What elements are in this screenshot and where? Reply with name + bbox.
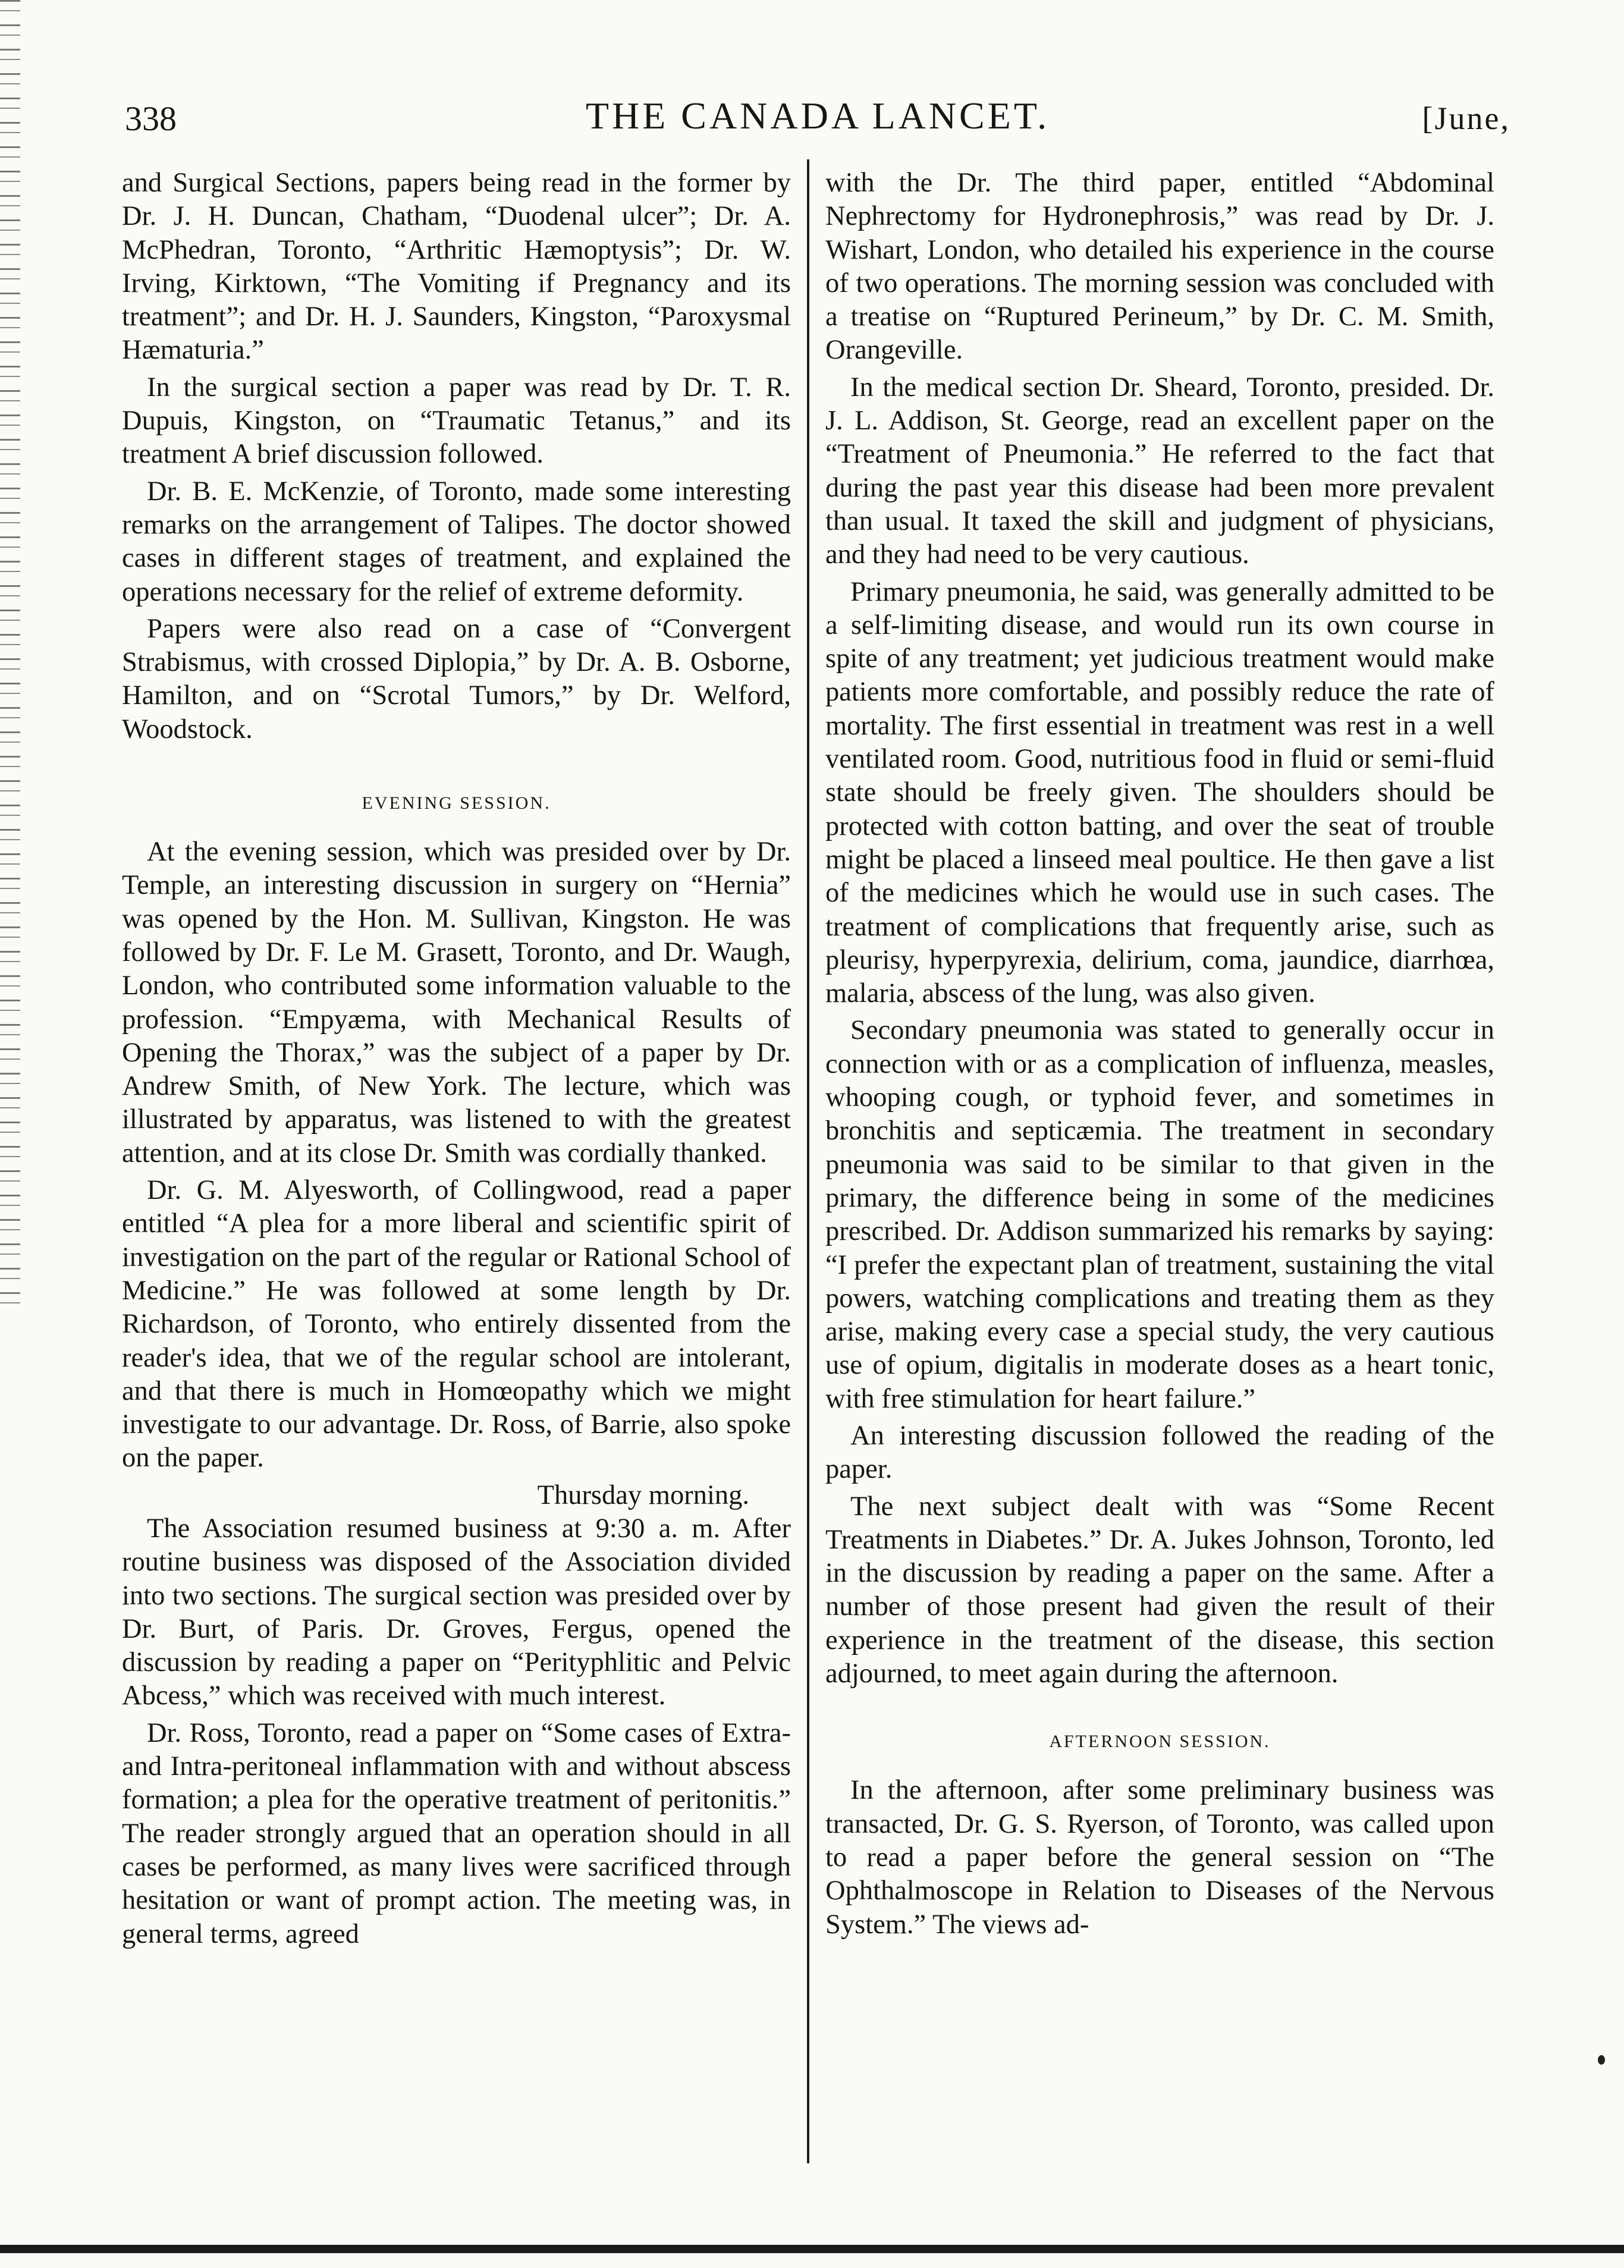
paragraph: The Association resumed business at 9:30 a. m. After routine business was disposed of the Association divided into two sections. The surgical section was presided over by Dr. Burt, of Paris. Dr. Groves, Fergus, opened the discussion by reading a paper on “Perityphlitic and Pelvic Abcess,” which was received with much interest.: [122, 1513, 791, 1711]
paragraph: and Surgical Sections, papers being read in the former by Dr. J. H. Duncan, Chatham, “Duodenal ulcer”; Dr. A. McPhedran, Toronto, “Arthritic Hæmoptysis”; Dr. W. Irving, Kirktown, “The Vomiting if Pregnancy and its treatment”; and Dr. H. J. Saunders, Kingston, “Paroxysmal Hæmaturia.”: [122, 168, 791, 366]
right-column: [825, 167, 1494, 1942]
paragraph: In the afternoon, after some preliminary business was transacted, Dr. G. S. Ryerson, of Toronto, was called upon to read a paper before the general session on “The Ophthalmoscope in Relation to Diseases of the Nervous System.” The views ad-: [825, 1775, 1494, 1940]
month-label: [June,: [1422, 100, 1510, 136]
running-head: THE CANADA LANCET.: [585, 95, 1050, 137]
paragraph: Dr. Ross, Toronto, read a paper on “Some cases of Extra-and Intra-peritoneal inflammation with and without abscess formation; a plea for the operative treatment of peritonitis.” The reader strongly argued that an operation should in all cases be performed, as many lives were sacrificed through hesitation or want of prompt action. The meeting was, in general terms, agreed: [122, 1717, 791, 1949]
column-divider: [807, 159, 809, 2163]
paragraph: In the surgical section a paper was read by Dr. T. R. Dupuis, Kingston, on “Traumatic Tetanus,” and its treatment A brief discussion followed.: [122, 372, 791, 470]
scan-mark: [1598, 2055, 1605, 2065]
page-number: 338: [125, 99, 177, 138]
left-column: [122, 167, 791, 1951]
paragraph: At the evening session, which was presided over by Dr. Temple, an interesting discussion in surgery on “Hernia” was opened by the Hon. M. Sullivan, Kingston. He was followed by Dr. F. Le M. Grasett, Toronto, and Dr. Waugh, London, who contributed some information valuable to the profession. “Empyæma, with Mechanical Results of Opening the Thorax,” was the subject of a paper by Dr. Andrew Smith, of New York. The lecture, which was illustrated by apparatus, was listened to with the greatest attention, and at its close Dr. Smith was cordially thanked.: [122, 837, 791, 1168]
scan-bottom-edge: [0, 2245, 1624, 2253]
page-header: [125, 94, 1510, 147]
section-heading-evening: EVENING SESSION.: [362, 793, 551, 813]
section-heading-afternoon: AFTERNOON SESSION.: [1049, 1732, 1271, 1752]
paragraph: In the medical section Dr. Sheard, Toronto, presided. Dr. J. L. Addison, St. George, read an excellent paper on the “Treatment of Pneumonia.” He referred to the fact that during the past year this disease had been more prevalent than usual. It taxed the skill and judgment of physicians, and they had need to be very cautious.: [825, 372, 1494, 570]
paragraph: Dr. G. M. Alyesworth, of Collingwood, read a paper entitled “A plea for a more liberal and scientific spirit of investigation on the part of the regular or Rational School of Medicine.” He was followed at some length by Dr. Richardson, of Toronto, who entirely dissented from the reader's idea, that we of the regular school are intolerant, and that there is much in Homœopathy which we might investigate to our advantage. Dr. Ross, of Barrie, also spoke on the paper.: [122, 1175, 791, 1474]
paragraph: An interesting discussion followed the reading of the paper.: [825, 1420, 1494, 1485]
scan-edge-marks: [0, 0, 20, 1308]
paragraph: Dr. B. E. McKenzie, of Toronto, made some interesting remarks on the arrangement of Talipes. The doctor showed cases in different stages of treatment, and explained the operations necessary for the relief of extreme deformity.: [122, 476, 791, 607]
dateline-thursday: Thursday morning.: [537, 1479, 749, 1510]
paragraph: with the Dr. The third paper, entitled “Abdominal Nephrectomy for Hydronephrosis,” was read by Dr. J. Wishart, London, who detailed his experience in the course of two operations. The morning session was concluded with a treatise on “Ruptured Perineum,” by Dr. C. M. Smith, Orangeville.: [825, 168, 1494, 366]
paragraph: The next subject dealt with was “Some Recent Treatments in Diabetes.” Dr. A. Jukes Johnson, Toronto, led in the discussion by reading a paper on the same. After a number of those present had given the result of their experience in the treatment of the disease, this section adjourned, to meet again during the afternoon.: [825, 1491, 1494, 1689]
paragraph: Primary pneumonia, he said, was generally admitted to be a self-limiting disease, and would run its own course in spite of any treatment; yet judicious treatment would make patients more comfortable, and possibly reduce the rate of mortality. The first essential in treatment was rest in a well ventilated room. Good, nutritious food in fluid or semi-fluid state should be freely given. The shoulders should be protected with cotton batting, and over the seat of trouble might be placed a linseed meal poultice. He then gave a list of the medicines which he would use in such cases. The treatment of complications that frequently arise, such as pleurisy, hyperpyrexia, delirium, coma, jaundice, diarrhœa, malaria, abscess of the lung, was also given.: [825, 576, 1494, 1009]
paragraph: Papers were also read on a case of “Convergent Strabismus, with crossed Diplopia,” by Dr. A. B. Osborne, Hamilton, and on “Scrotal Tumors,” by Dr. Welford, Woodstock.: [122, 613, 791, 745]
paragraph: Secondary pneumonia was stated to generally occur in connection with or as a complication of influenza, measles, whooping cough, or typhoid fever, and sometimes in bronchitis and septicæmia. The treatment in secondary pneumonia was said to be similar to that given in the primary, the difference being in some of the medicines prescribed. Dr. Addison summarized his remarks by saying: “I prefer the expectant plan of treatment, sustaining the vital powers, watching complications and treating them as they arise, making every case a special study, the very cautious use of opium, digitalis in moderate doses as a heart tonic, with free stimulation for heart failure.”: [825, 1015, 1494, 1414]
